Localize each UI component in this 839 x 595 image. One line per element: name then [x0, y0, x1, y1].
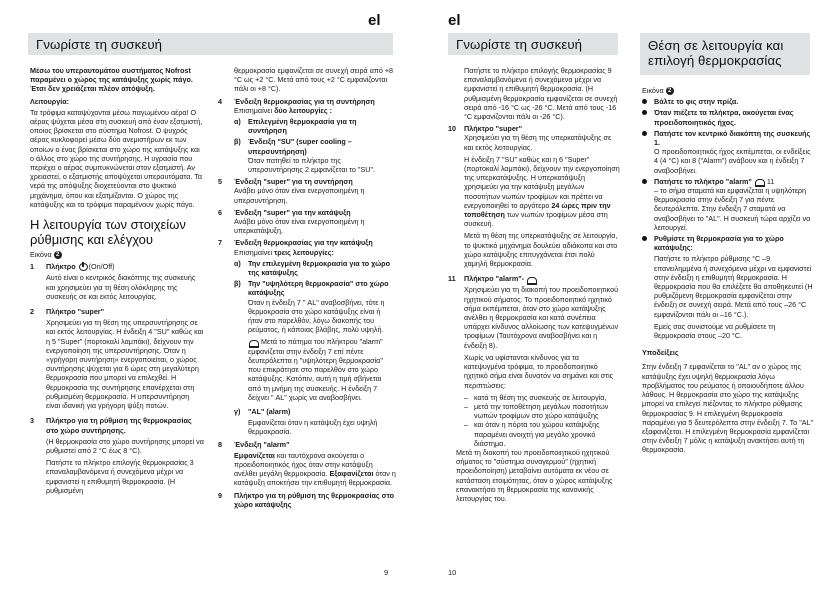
step-1: Βάλτε το φις στην πρίζα.: [642, 97, 814, 106]
controls-heading: Η λειτουργία των στοιχείων ρύθμισης και ελέγχου: [30, 217, 186, 248]
page-number: 10: [448, 568, 457, 577]
step-4: Πατήστε το πλήκτρο "alarm" 11 – το σήμα σταματά και εμφανίζεται η υψηλότερη θερμοκρασία στην ένδειξη 7 για πέντε δευτερόλεπτα. Στην ένδειξη 7 σταματά να αναβοσβήνει το "AL". Η συσκευή τώρα αρχίζει να λειτουργεί.: [642, 177, 814, 232]
section-header-right: [640, 33, 810, 75]
hints-heading: Υποδείξεις: [642, 348, 679, 358]
display-item-5: 5 Ένδειξη "super" για τη συντήρηση Ανάβει μόνο όταν είναι ενεργοποιημένη η υπερσυντήρηση.: [218, 177, 365, 205]
page-number: 9: [384, 568, 389, 577]
control-item-9: 9 Πλήκτρο για τη ρύθμιση της θερμοκρασίας στο χώρο κατάψυξης: [218, 490, 394, 509]
figure-number-badge: 2: [54, 251, 62, 259]
section-title: Γνωρίστε τη συσκευή: [36, 37, 163, 52]
figure-number-badge: 2: [666, 87, 674, 95]
function-text: Τα τρόφιμα καταψύχονται μέσω παγωμένου αέρα! Ο αέρας ψύχεται μέσα στη συσκευή από έναν εξατμιστή, οποίος βρίσκεται στο σύστημα Nofrost. Ο ψυχρός αέρας κυκλοφορεί μέσω δύο ανεμιστήρων εκ των οποίων ο ένας βρίσκεται στο χώρο της κατάψυξης και ο άλλος στο χώρο της συντήρησης. Η υγρασία που περιέχει ο αέρας συμπυκνώνεται στον εξατμιστή. Αν χρειαστεί, ο εξατμιστής αποψύχεται υπεραυτόματα. Τα νερά της απόψυξης διοχετεύονται στο ψυκτικό μηχάνημα, όπου και εξατμίζονται. Ο χώρος της κατάψυξης και τα τρόφιμα παραμένουν χωρίς πάγο.: [30, 107, 203, 209]
section-title: Θέση σε λειτουργία και επιλογή θερμοκρασίας: [648, 38, 784, 68]
section-header: [28, 33, 393, 55]
right-column-1: Πατήστε το πλήκτρο επιλογής θερμοκρασίας 9 επαναλαμβανόμενα ή συνεχόμενα μέχρι να εμφανιστεί η επιθυμητή θερμοκρασία. (Η ρυθμισμένη θερμοκρασία εμφανίζεται σε συνεχή σειρά από -16 °C ως -26 °C. Μετά από τους -16 °C εμφανίζονται πάλι οι -26 °C). 10 Πλήκτρο "super" Χρησιμεύει για τη θέση της υπερκατάψυξης σε και εκτός λειτουργίας. Η ένδειξη 7 "SU" καθώς και η 6 "Super" (πορτοκαλί λαμπάκι), δείχνουν την ενεργοποίηση της υπερκατάψυξης. Η υπερκατάψυξη χρησιμεύει για την κατάψυξη μεγάλων ποσοτήτων νωπών τροφίμων και πρέπει να ενεργοποιηθεί το αργότερο 24 ώρες πριν την τοποθέτηση των νωπών τροφίμων μέσα στη συσκευή. Μετά τη θέση της υπερκατάψυξης σε λειτουργία, το ψυκτικό μηχάνημα δουλεύει αδιάκοπα και στο χώρο κατάψυξης επιτυγχάνεται έτσι πολύ χαμηλή θερμοκρασία. 11 Πλήκτρο "alarm"- Χρησιμεύει για τη διακοπή του προειδοποιητικού ηχητικού σήματος. Το προειδοποιητικό ηχητικό σήμα εκπέμπεται, όταν στο χώρο κατάψυξης ανέλθει η θερμοκρασία και κατά συνέπεια υπάρχει κίνδυνος αλλοίωσης των κατεψυγμένων τροφίμων (Ταυτόχρονα αναβοσβήνει και η ένδειξη 8). Χωρίς να υφίστανται κίνδυνος για τα κατεψυγμένα τρόφιμα, το προειδοποιητικό ηχητικό σήμα είναι δυνατόν να σημάνει και στις περιπτώσεις: – κατά τη θέση της συσκευής σε λειτουργία, – μετά την τοποθέτηση μεγάλων ποσοτήτων νωπών τροφίμων στο χώρο κατάψυξης – και όταν η πόρτα του χώρου κατάψυξης παραμένει ανοιχτή για μεγάλο χρονικό διάστημα. Μετά τη διακοπή του προειδοποιητικού ηχητικού σήματος το "σύστημα συναγερμού" (ηχητική προειδοποίηση) μεταβαίνει αυτόματα εκ νέου σε κατάσταση ετοιμότητας, όταν ο χώρος κατάψυξης επανακτήσει τη θερμοκρασία της κανονικής λειτουργίας του.: [448, 66, 620, 503]
language-code: el: [368, 12, 381, 29]
step-5: Ρυθμίστε τη θερμοκρασία για το χώρο κατάψυξης: Πατήστε το πλήκτρο ρύθμισης °C –9 επανειλημμένα ή συνεχόμενα μέχρι να εμφανιστεί στην ένδειξη η επιθυμητή θερμοκρασία. Η θερμοκρασία που θα επιλέξετε θα αποθηκευτεί (Η ρυθμιζόμενη θερμοκρασία εμφανίζεται στην ένδειξη σε συνεχή σειρά. Μετά από τους –26 °C εμφανίζονται πάλι οι –16 °C.). Εμείς σας συνιστούμε να ρυθμίσετε τη θερμοκρασία στους –20 °C.: [642, 234, 814, 343]
right-column-2: [642, 86, 814, 458]
control-item-2: 2 Πλήκτρο "super" Χρησιμεύει για τη θέση της υπερσυντήρησης σε και εκτός λειτουργίας. Η ένδειξη 4 "SU" καθώς και η 5 "Super" (πορτοκαλί λαμπάκι), δείχνουν την ενεργοποίηση της υπερσυντήρησης. Όταν η «γρήγορη συντήρηση» ενεργοποιείται, ο χώρος συντήρησης ψύχεται για 6 ώρες στη μεγαλύτερη θερμοκρασία που μπορεί να επιλεχθεί. Η θερμοκρασία της συντήρησης επανέρχεται στη ρυθμισμένη θερμοκρασία. Η υπερσυντήρηση είναι ιδανική για γρήγορη ψύξη ποτών.: [30, 307, 204, 411]
hints-text: Στην ένδειξη 7 εμφανίζεται το "AL" αν ο χώρος της κατάψυξης έχει υψηλή θερμοκρασία λόγω προβλήματος του ρεύματος ή οποιουδήποτε άλλου λάθους. Η θερμοκρασία στο χώρο της κατάψυξης μπορεί να επιλεγεί πιέζοντας το πλήκτρο ρύθμισης θερμοκρασίας 9. Η επιλεγμένη θερμοκρασία παραμένει για 5 δευτερόλεπτα στην ένδειξη 7. Το "AL" εξαφανίζεται. Η επιλεγμένη θερμοκρασία εμφανίζεται στην ένδειξη 7 μόλις η κατάψυξη ανακτήσει αυτή τη θερμοκρασία.: [642, 362, 814, 455]
control-item-11: 11 Πλήκτρο "alarm"- Χρησιμεύει για τη διακοπή του προειδοποιητικού ηχητικού σήματος. Το προειδοποιητικό ηχητικό σήμα εκπέμπεται, όταν στο χώρο κατάψυξης ανέλθει η θερμοκρασία και κατά συνέπεια υπάρχει κίνδυνος αλλοίωσης των κατεψυγμένων τροφίμων (Ταυτόχρονα αναβοσβήνει και η ένδειξη 8). Χωρίς να υφίστανται κίνδυνος για τα κατεψυγμένα τρόφιμα, το προειδοποιητικό ηχητικό σήμα είναι δυνατόν να σημάνει και στις περιπτώσεις: – κατά τη θέση της συσκευής σε λειτουργία, – μετά την τοποθέτηση μεγάλων ποσοτήτων νωπών τροφίμων στο χώρο κατάψυξης – και όταν η πόρτα του χώρου κατάψυξης παραμένει ανοιχτή για μεγάλο χρονικό διάστημα.: [448, 274, 619, 448]
figure-ref: Εικόνα 2: [30, 250, 205, 259]
left-column-1: [30, 66, 205, 498]
step-2: Όταν πιέζετε τα πλήκτρα, ακούγεται ένας προειδοποιητικός ήχος.: [642, 108, 814, 126]
control-item-1: 1 Πλήκτρο (On/Off) Αυτό είναι ο κεντρικός διακόπτης της συσκευής και χρησιμεύει για τη θέση ολόκληρης της συσκευής σε και εκτός λειτουργίας.: [30, 262, 196, 301]
language-code: el: [448, 12, 461, 29]
left-column-2: θερμοκρασία εμφανίζεται σε συνεχή σειρά από +8 °C ως +2 °C. Μετά από τους +2 °C εμφανίζονται πάλι οι +8 °C). 4 Ένδειξη θερμοκρασίας για τη συντήρηση Επισημαίνει δύο λειτουργίες : α) Επιλεγμένη θερμοκρασία για τη συντήρηση β) Ένδειξη "SU" (super cooling – υπερσυντήρηση) Όταν πατηθεί το πλήκτρο της υπερσυντήρησης 2 εμφανίζεται το "SU". 5 Ένδειξη "super" για τη συντήρηση Ανάβει μόνο όταν είναι ενεργοποιημένη η υπερσυντήρηση. 6 Ένδειξη "super" για την κατάψυξη Ανάβει μόνο όταν είναι ενεργοποιημένη η υπερκατάψυξη. 7 Ένδειξη θερμοκρασίας για την κατάψυξη Επισημαίνει τρεις λειτουργίες: α) Την επιλεγμένη θερμοκρασία για το χώρο της κατάψυξης β) Την "υψηλότερη θερμοκρασία" στο χώρο κατάψυξης Όταν η ένδειξη 7 " AL" αναβοσβήνει, τότε η θερμοκρασία στο χώρο κατάψυξης είναι ή ήταν στο παρελθόν, λόγω διακοπής του ρεύματος, ή κάποιας βλάβης, πολύ υψηλή. Μετά το πάτημα του πλήκτρου "alarm" εμφανίζεται στην ένδειξη 7 επί πέντε δευτερόλεπτα η "υψηλότερη θερμοκρασία" που επικράτησε στο παρελθόν στο χώρο κατάψυξης. Κατόπιν, αυτή η τιμή σβήνεται από τη μνήμη της συσκευής. Η ένδειξη 7 δείχνει " AL" χωρίς να αναβοσβήνει. γ) "AL" (alarm) Εμφανίζεται όταν η κατάψυξη έχει υψηλή θερμοκρασία. 8 Ένδειξη "alarm" Εμφανίζεται και ταυτόχρονα ακούγεται ο προειδοποιητικός ήχος όταν στην κατάψυξη ανέλθει μεγάλη θερμοκρασία. Εξαφανίζεται όταν η κατάψυξη αποκτήσει την επιθυμητή θερμοκρασία. 9 Πλήκτρο για τη ρύθμιση της θερμοκρασίας στο χώρο κατάψυξης: [218, 66, 396, 509]
function-heading: Λειτουργία:: [30, 96, 70, 106]
figure-ref: Εικόνα 2: [642, 86, 814, 95]
page-10: [420, 0, 839, 595]
control-item-3: 3 Πλήκτρο για τη ρύθμιση της θερμοκρασίας στο χώρο συντήρησης. (Η θερμοκρασία στο χώρο συντήρησης μπορεί να ρυθμιστεί από 2 °C έως 8 °C). Πατήστε το πλήκτρο επιλογής θερμοκρασίας 3 επαναλαμβανόμενα ή συνεχόμενα μέχρι να εμφανιστεί η επιθυμητή θερμοκρασία. (Η ρυθμισμένη: [30, 416, 204, 495]
step-3: Πατήστε τον κεντρικό διακόπτη της συσκευής 1. Ο προειδοποιητικός ήχος εκπέμπεται, οι ενδείξεις 4 (4 °C) και 8 ("Alarm") ανάβουν και η ένδειξη 7 αναβοσβήνει.: [642, 129, 814, 175]
display-item-4: 4 Ένδειξη θερμοκρασίας για τη συντήρηση Επισημαίνει δύο λειτουργίες : α) Επιλεγμένη θερμοκρασία για τη συντήρηση β) Ένδειξη "SU" (super cooling – υπερσυντήρηση) Όταν πατηθεί το πλήκτρο της υπερσυντήρησης 2 εμφανίζεται το "SU".: [218, 96, 375, 175]
display-item-8: 8 Ένδειξη "alarm" Εμφανίζεται και ταυτόχρονα ακούγεται ο προειδοποιητικός ήχος όταν στην κατάψυξη ανέλθει μεγάλη θερμοκρασία. Εξαφανίζεται όταν η κατάψυξη αποκτήσει την επιθυμητή θερμοκρασία.: [218, 439, 396, 488]
section-header-left: [448, 33, 618, 55]
alarm-bell-icon: [754, 178, 765, 185]
section-title: Γνωρίστε τη συσκευή: [456, 37, 583, 52]
alarm-bell-icon: [248, 339, 259, 346]
display-item-7: 7 Ένδειξη θερμοκρασίας για την κατάψυξη Επισημαίνει τρεις λειτουργίες: α) Την επιλεγμένη θερμοκρασία για το χώρο της κατάψυξης β) Την "υψηλότερη θερμοκρασία" στο χώρο κατάψυξης Όταν η ένδειξη 7 " AL" αναβοσβήνει, τότε η θερμοκρασία στο χώρο κατάψυξης είναι ή ήταν στο παρελθόν, λόγω διακοπής του ρεύματος, ή κάποιας βλάβης, πολύ υψηλή. Μετά το πάτημα του πλήκτρου "alarm" εμφανίζεται στην ένδειξη 7 επί πέντε δευτερόλεπτα η "υψηλότερη θερμοκρασία" που επικράτησε στο παρελθόν στο χώρο κατάψυξης. Κατόπιν, αυτή η τιμή σβήνεται από τη μνήμη της συσκευής. Η ένδειξη 7 δείχνει " AL" χωρίς να αναβοσβήνει. γ) "AL" (alarm) Εμφανίζεται όταν η κατάψυξη έχει υψηλή θερμοκρασία.: [218, 238, 391, 437]
alarm-bell-icon: [526, 276, 537, 283]
display-item-6: 6 Ένδειξη "super" για την κατάψυξη Ανάβει μόνο όταν είναι ενεργοποιημένη η υπερκατάψυξη.: [218, 207, 365, 236]
control-item-10: 10 Πλήκτρο "super" Χρησιμεύει για τη θέση της υπερκατάψυξης σε και εκτός λειτουργίας. Η ένδειξη 7 "SU" καθώς και η 6 "Super" (πορτοκαλί λαμπάκι), δείχνουν την ενεργοποίηση της υπερκατάψυξης. Η υπερκατάψυξη χρησιμεύει για την κατάψυξη μεγάλων ποσοτήτων νωπών τροφίμων και πρέπει να ενεργοποιηθεί το αργότερο 24 ώρες πριν την τοποθέτηση των νωπών τροφίμων μέσα στη συσκευή. Μετά τη θέση της υπερκατάψυξης σε λειτουργία, το ψυκτικό μηχάνημα δουλεύει αδιάκοπα και στο χώρο κατάψυξης επιτυγχάνεται έτσι πολύ χαμηλή θερμοκρασία.: [448, 124, 620, 269]
intro-text: Μέσω του υπεραυτομάτου συστήματος Nofrost παραμένει ο χώρος της κατάψυξης χωρίς πάγο. Έτσι δεν χρειάζεται πλέον απόψυξη.: [30, 66, 193, 94]
power-icon: [79, 263, 88, 271]
